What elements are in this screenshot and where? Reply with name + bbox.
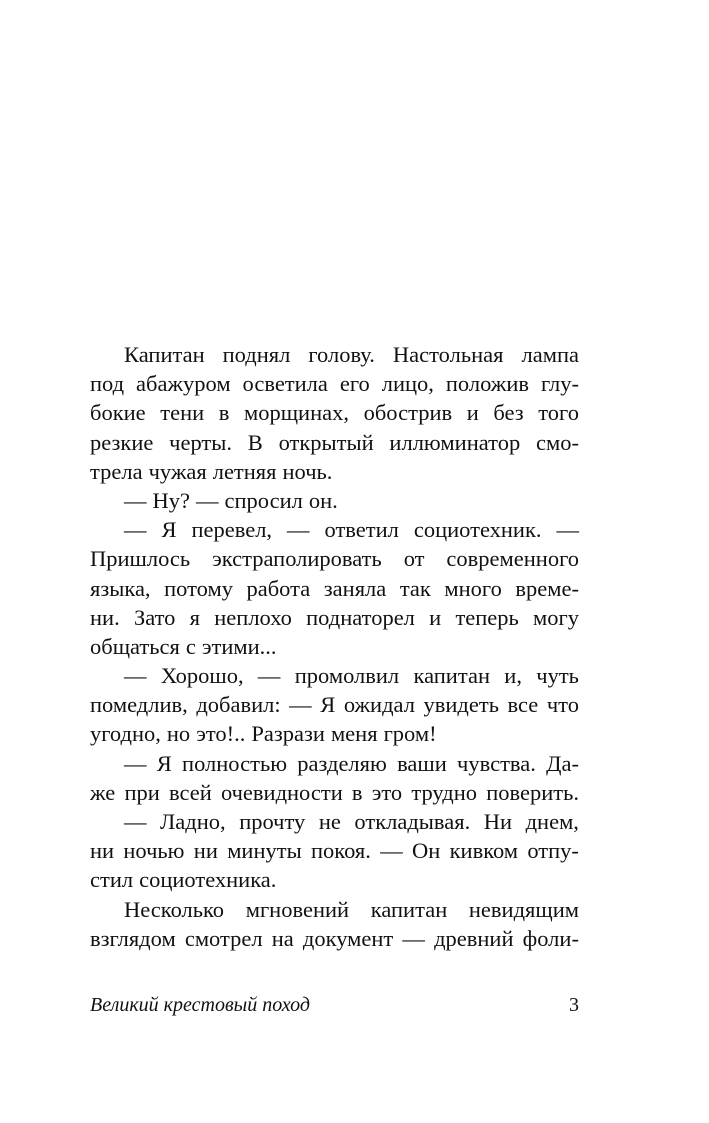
word: и, [504,663,522,689]
text-line [90,398,579,427]
word: заняла [323,575,387,601]
word: невидящим [468,896,579,922]
text-line [90,574,579,603]
text-line [90,661,579,690]
word: в [218,400,230,426]
word: прочту [239,809,306,834]
word: — [289,692,312,718]
word: черты. [169,429,232,455]
word: Капитан [124,342,205,367]
word: ночь. [282,458,333,484]
word: голову. [308,342,375,367]
word: помедлив, [90,692,188,718]
word: ни. [90,604,120,630]
word: Я [156,750,172,776]
word: он. [308,487,338,513]
word: социотехник. [413,517,542,543]
word: фоли- [522,925,579,951]
word: полностью [182,750,288,776]
word: днем, [525,809,579,834]
running-title: Великий крестовый поход [90,994,311,1016]
word: ни [90,838,115,864]
word: Я [320,692,336,718]
word: Ладно, [160,809,226,834]
word: увидеть [423,692,499,718]
text-line [90,486,579,515]
word: стил [90,867,134,893]
word: это!.. [196,721,246,747]
body-text [90,340,579,953]
word: чужая [148,458,207,484]
word: капитан [370,896,448,922]
word: без [493,400,524,426]
word: покоя. [311,838,371,864]
text-line [90,428,579,457]
word: языка, [90,575,151,601]
word: меня [330,721,378,747]
text-line [90,895,579,924]
word: так [399,575,431,601]
text-line [90,778,579,807]
word: но [166,721,191,747]
word: Я [161,517,177,543]
word: — [287,517,310,543]
word: ни [193,838,218,864]
word: его [339,371,370,397]
word: лицо, [381,371,434,397]
text-line [90,369,579,398]
word: отпу- [527,838,579,864]
text-line [90,807,579,836]
text-line [90,603,579,632]
word: резкие [90,429,154,455]
word: — [196,487,219,513]
word: — [380,838,403,864]
word: трела [90,458,143,484]
word: капитан [413,663,490,689]
word: и [466,400,479,426]
word: от [403,546,425,572]
word: того [538,400,579,426]
word: поднял [222,342,291,367]
text-line [90,749,579,778]
text-line [90,632,579,661]
word: Зато [133,604,176,630]
word: Да- [546,750,579,776]
word: смо- [535,429,579,455]
word: иллюминатор [389,429,521,455]
word: Хорошо, [160,663,244,689]
word: време- [515,575,579,601]
word: же [90,779,116,805]
word: я [189,604,201,630]
word: с [185,633,196,659]
text-line [90,719,579,748]
word: откладывая. [354,809,471,834]
word: всей [168,779,212,805]
word: много [444,575,502,601]
word: не [318,809,341,834]
text-line [90,690,579,719]
word: социотехника. [139,867,277,893]
word: — [124,517,147,543]
word: документ [302,925,394,951]
word: экстраполировать [212,546,382,572]
word: современного [446,546,579,572]
text-line [90,515,579,544]
page-number: 3 [569,994,579,1016]
word: лампа [521,342,579,367]
word: — [257,663,281,689]
word: все [507,692,539,718]
word: чуть [536,663,579,689]
word: чувства. [457,750,536,776]
text-line [90,924,579,953]
word: это [371,779,403,805]
word: могу [533,604,579,630]
word: ночью [123,838,185,864]
word: ваши [397,750,447,776]
word: Ни [483,809,513,834]
word: осветила [242,371,328,397]
word: очевидности [220,779,343,805]
word: мгновений [245,896,350,922]
word: бокие [90,400,146,426]
word: теперь [455,604,519,630]
word: — [124,487,147,513]
word: абажуром [136,371,231,397]
word: на [271,925,294,951]
word: Он [412,838,441,864]
word: В [247,429,263,455]
word: промолвил [294,663,400,689]
word: минуты [227,838,302,864]
word: угодно, [90,721,161,747]
word: открытый [278,429,374,455]
word: в [351,779,363,805]
word: под [90,371,125,397]
word: Пришлось [90,546,191,572]
word: гром! [383,721,437,747]
word: потому [164,575,233,601]
word: тени [160,400,205,426]
word: при [124,779,160,805]
text-line [90,457,579,486]
page-footer [90,994,579,1020]
word: Несколько [124,896,225,922]
word: Настольная [392,342,504,367]
word: — [124,750,147,776]
word: положив [445,371,529,397]
word: Ну? [152,487,190,513]
word: ответил [324,517,399,543]
word: этими... [201,633,277,659]
text-line [90,340,579,369]
word: перевел, [191,517,273,543]
word: — [124,809,147,834]
word: смотрел [184,925,263,951]
word: — [124,663,147,689]
word: — [556,517,579,543]
word: неплохо [214,604,292,630]
word: спросил [224,487,303,513]
word: древний [434,925,514,951]
word: летняя [212,458,277,484]
text-line [90,836,579,865]
word: и [429,604,442,630]
word: поднаторел [306,604,415,630]
word: взглядом [90,925,176,951]
text-line [90,865,579,894]
word: общаться [90,633,180,659]
word: разделяю [297,750,387,776]
word: морщинах, [243,400,349,426]
word: добавил: [196,692,281,718]
word: Разрази [251,721,325,747]
word: поверить. [486,779,579,805]
word: обострив [363,400,453,426]
word: глу- [540,371,579,397]
word: кивком [449,838,519,864]
word: трудно [411,779,478,805]
word: что [546,692,579,718]
word: — [402,925,425,951]
word: ожидал [343,692,415,718]
word: работа [246,575,311,601]
text-line [90,544,579,573]
